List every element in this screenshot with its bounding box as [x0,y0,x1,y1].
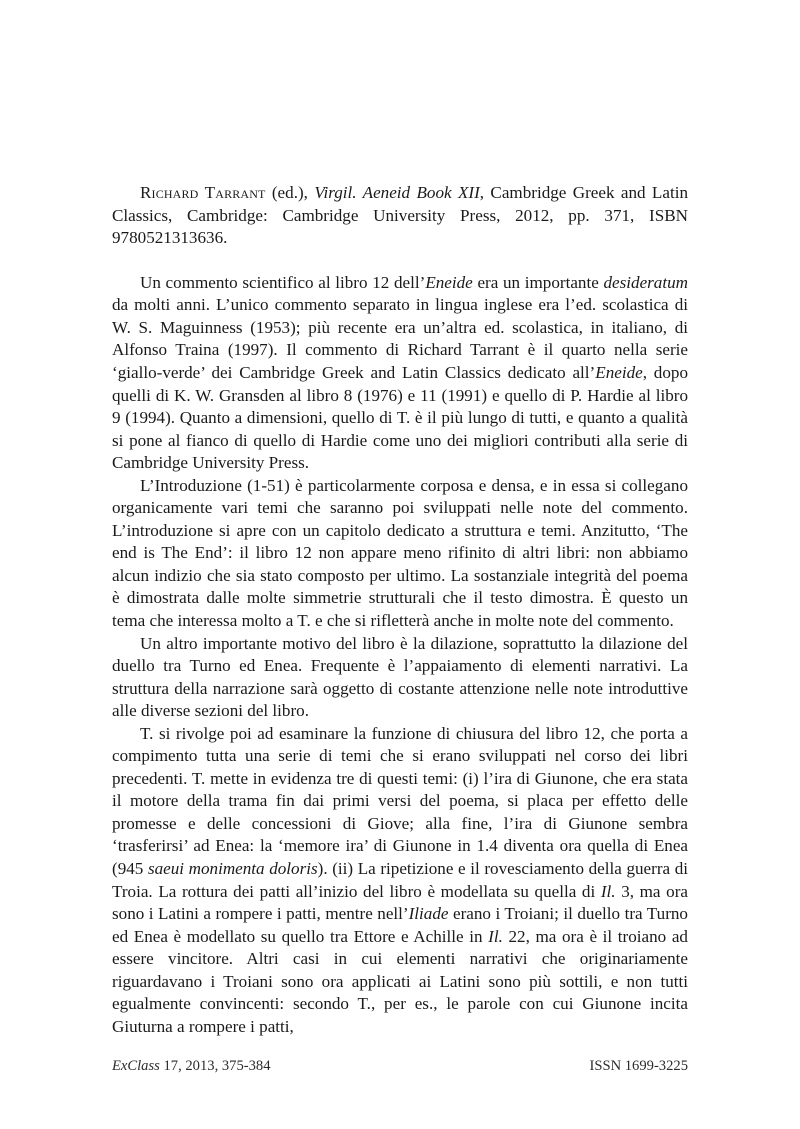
text-run-roman: Un altro importante motivo del libro è la dilazione, soprattutto la dilazione del duello tra Turno ed Enea. Frequente è l’appaiamento di elementi narrativi. La struttura della narrazione sarà oggetto di costante attenzione nelle note introduttive alle diverse sezioni del libro. [112,633,688,721]
text-run-roman: Un commento scientifico al libro 12 dell’ [140,272,426,292]
page-content [112,182,688,1038]
text-run-italic: Eneide [425,272,473,292]
text-run-roman: era un importante [472,272,604,292]
text-run-roman: ). (ii) La ripetizione e il rovesciamento della guerra di Troia. La rottura dei patti all’inizio del libro è modellata su quella di [112,859,689,901]
paragraph-p2 [112,475,688,633]
paragraph-p1 [112,272,688,475]
text-run-italic: Iliade [408,904,449,924]
footer-journal-issue: 17, 2013, 375-384 [159,1058,271,1074]
text-run-roman: 22, ma ora è il troiano ad essere vincitore. Altri casi in cui elementi narrativi che originariamente riguardavano i Troiani sono ora applicati ai Latini sono più sottili, e non tutti egualmente convincenti: secondo T., per es., le parole con cui Giunone incita Giuturna a rompere i patti, [112,926,688,1036]
text-run-italic: Eneide [595,362,643,382]
text-run-roman: L’Introduzione (1-51) è particolarmente corposa e densa, e in essa si collegano organicamente vari temi che saranno poi sviluppati nelle note del commento. L’introduzione si apre con un capitolo dedicato a struttura e temi. Anzitutto, ‘The end is The End’: il libro 12 non appare meno rifinito di altri libri: non abbiamo alcun indizio che sia stato composto per ultimo. La sostanziale integrità del poema è dimostrata dalle molte simmetrie strutturali che il testo dimostra. È questo un tema che interessa molto a T. e che si rifletterà anche in molte note del commento. [112,475,688,630]
footer-issn: ISSN 1699-3225 [589,1058,688,1074]
text-run-roman: T. si rivolge poi ad esaminare la funzione di chiusura del libro 12, che porta a compimento tutta una serie di temi che si erano sviluppati nel corso dei libri precedenti. T. mette in evidenza tre di questi temi: (i) l’ira di Giunone, che era stata il motore della trama fin dai primi versi del poema, si placa per effetto delle promesse e delle concessioni di Giove; alla fine, l’ira di Giunone sembra ‘trasferirsi’ ad Enea: la ‘memore ira’ di Giunone in 1.4 diventa ora quella di Enea (945 [112,723,688,878]
reference-header [112,182,688,250]
footer-journal-citation [112,1058,271,1075]
text-run-italic: Il. [600,881,616,901]
review-body [112,272,688,1039]
text-run-roman: 3, ma ora sono i Latini a rompere i patti, mentre nell’ [112,881,688,924]
text-run-italic: Il. [488,926,503,946]
paragraph-p3 [112,633,688,723]
reference-editor-mark: (ed.), [265,183,315,202]
paragraph-p4 [112,723,688,1039]
reference-author: Richard Tarrant [140,183,266,202]
reference-title: Virgil. Aeneid Book XII [314,183,480,202]
text-run-italic: saeui monimenta doloris [147,859,318,878]
text-run-roman: , dopo quelli di K. W. Gransden al libro 8 (1976) e 11 (1991) e quello di P. Hardie al libro 9 (1994). Quanto a dimensioni, quello di T. è il più lungo di tutti, e quanto a qualità si pone al fianco di quello di Hardie come uno dei migliori contributi alla serie di Cambridge University Press. [112,362,688,473]
text-run-roman: da molti anni. L’unico commento separato in lingua inglese era l’ed. scolastica di W. S. Maguinness (1953); più recente era un’altra ed. scolastica, in italiano, di Alfonso Traina (1997). Il commento di Richard Tarrant è il quarto nella serie ‘giallo-verde’ dei Cambridge Greek and Latin Classics dedicato all’ [112,295,688,382]
footer-journal-name: ExClass [112,1058,160,1074]
text-run-italic: desideratum [603,272,688,292]
page-footer [112,1058,688,1075]
text-run-roman: erano i Troiani; il duello tra Turno ed Enea è modellato su quello tra Ettore e Achille in [112,904,688,946]
reference-publication-details: , Cambridge Greek and Latin Classics, Cambridge: Cambridge University Press, 2012, pp. 371, ISBN 9780521313636. [112,183,688,248]
